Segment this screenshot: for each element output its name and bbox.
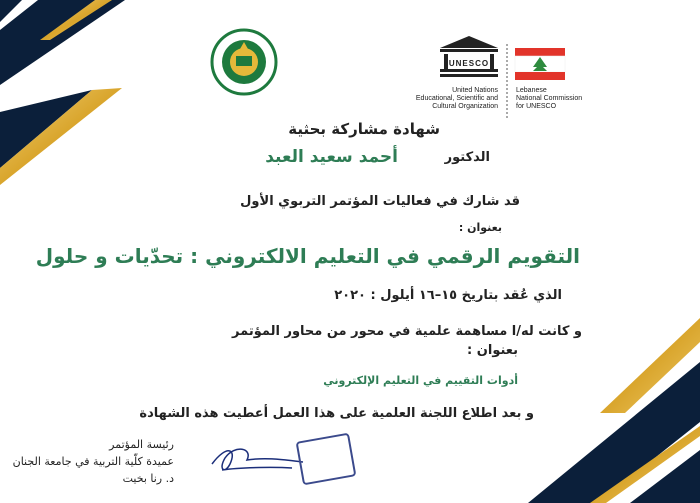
unesco-caption-line: Cultural Organization (432, 103, 498, 110)
signature-scribble (212, 449, 303, 470)
approval-line: و بعد اطلاع اللجنة العلمية على هذا العمل أعطيت هذه الشهادة (139, 406, 534, 421)
titled-label: بعنوان : (458, 221, 502, 234)
top-left-navy-band-2 (0, 0, 125, 85)
doctor-label: الدكتور (444, 150, 490, 165)
paper-title: التقويم الرقمي في التعليم الالكتروني : تحدّيات و حلول (35, 244, 580, 268)
unesco-temple-logo (440, 36, 498, 77)
signature-role: رئيسة المؤتمر (109, 438, 174, 451)
conference-date: الذي عُقد بتاريخ ١٥–١٦ أيلول : ٢٠٢٠ (334, 288, 562, 303)
signature-block (4, 436, 174, 487)
participant-name: أحمد سعيد العبد (265, 147, 398, 167)
lebanon-caption-line: Lebanese (516, 87, 547, 94)
participation-line: قد شارك في فعاليات المؤتمر التربوي الأول (240, 194, 520, 209)
lebanon-caption-line: National Commission (516, 95, 583, 102)
faculty-stamp (297, 434, 356, 484)
jinan-university-logo (212, 30, 276, 94)
lebanon-flag-icon (515, 48, 565, 80)
lebanon-commission-caption (516, 87, 606, 111)
unesco-caption (408, 87, 498, 111)
titled-label-2: بعنوان : (467, 343, 518, 358)
unesco-caption-line: Educational, Scientific and (415, 95, 498, 102)
contribution-line: و كانت له/ا مساهمة علمية في محور من محاور المؤتمر (232, 324, 582, 339)
certificate-title: شهادة مشاركة بحثية (288, 120, 440, 138)
signature-name: د. رنا بخيت (122, 472, 174, 485)
signature-position: عميدة كلّية التربية في جامعة الجنان (12, 455, 174, 468)
lebanon-caption-line: for UNESCO (516, 103, 557, 110)
unesco-caption-line: United Nations (452, 87, 498, 94)
unesco-wordmark: UNESCO (448, 59, 490, 68)
topic-title: أدوات التقييم في التعليم الإلكتروني (323, 374, 518, 387)
